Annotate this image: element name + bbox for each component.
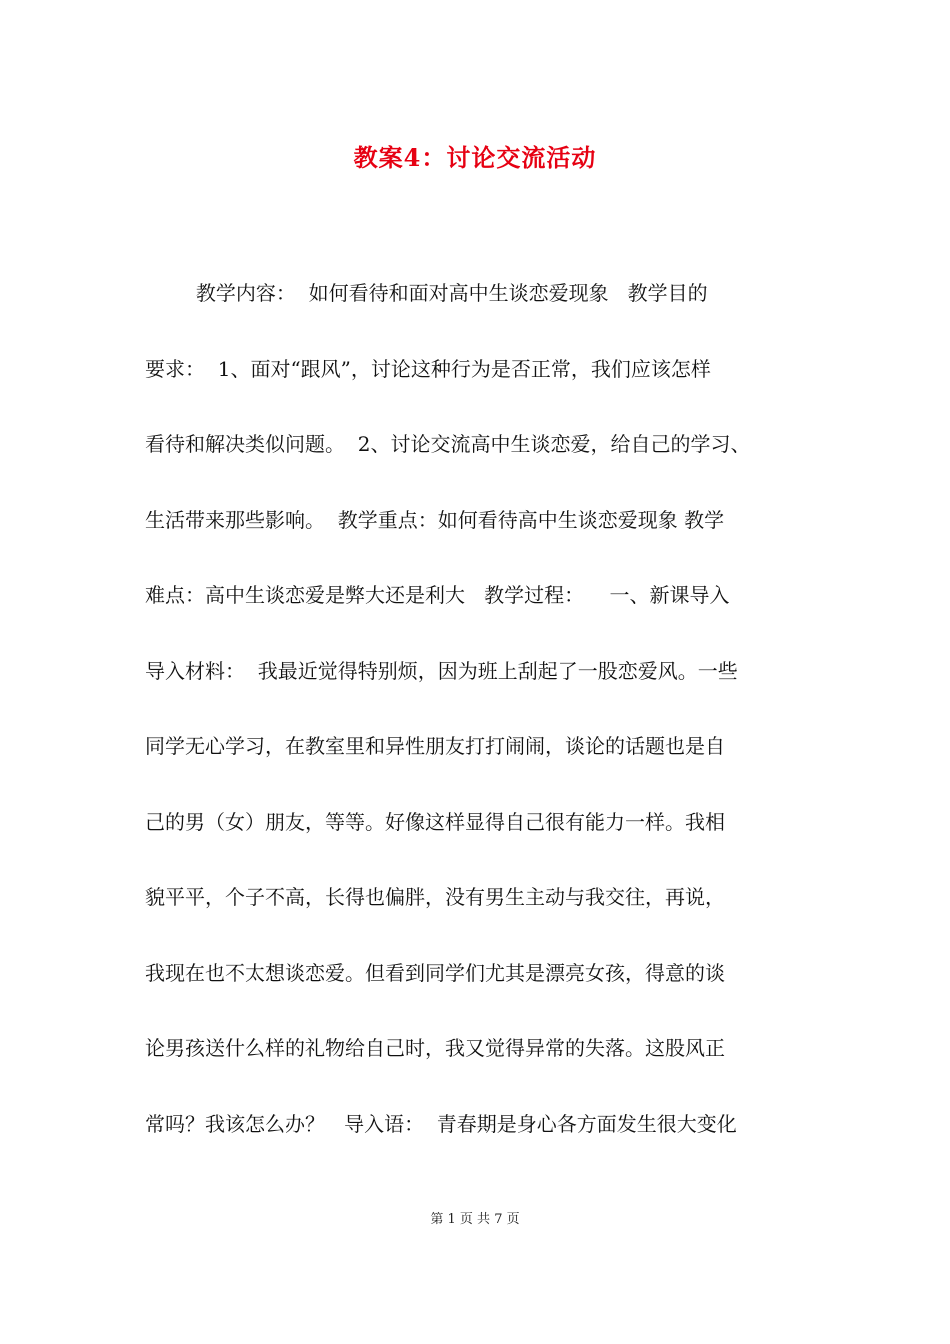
body-line-2: 要求： 1、面对“跟风”，讨论这种行为是否正常，我们应该怎样 xyxy=(145,356,711,381)
body-line-7: 同学无心学习，在教室里和异性朋友打打闹闹，谈论的话题也是自 xyxy=(145,734,725,758)
body-line-5: 难点：高中生谈恋爱是弊大还是利大 教学过程： 一、新课导入 xyxy=(145,583,730,607)
page-number: 第 1 页 共 7 页 xyxy=(430,1212,520,1227)
body-line-12: 常吗？我该怎么办？ 导入语： 青春期是身心各方面发生很大变化 xyxy=(145,1111,737,1136)
body-line-4: 生活带来那些影响。 教学重点：如何看待高中生谈恋爱现象 教学 xyxy=(145,507,725,532)
body-line-6: 导入材料： 我最近觉得特别烦，因为班上刮起了一股恋爱风。一些 xyxy=(145,658,738,683)
body-line-10: 我现在也不太想谈恋爱。但看到同学们尤其是漂亮女孩，得意的谈 xyxy=(145,960,725,985)
body-line-8: 己的男（女）朋友，等等。好像这样显得自己很有能力一样。我相 xyxy=(145,809,725,834)
body-line-1: 教学内容： 如何看待和面对高中生谈恋爱现象 教学目的 xyxy=(145,281,708,305)
body-line-9: 貌平平，个子不高，长得也偏胖，没有男生主动与我交往，再说， xyxy=(145,885,725,909)
body-line-11: 论男孩送什么样的礼物给自己时，我又觉得异常的失落。这股风正 xyxy=(145,1036,725,1060)
document-body xyxy=(145,277,815,1183)
body-line-3: 看待和解决类似问题。 2、讨论交流高中生谈恋爱，给自己的学习、 xyxy=(145,432,751,456)
document-title: 教案4：讨论交流活动 xyxy=(353,143,597,172)
